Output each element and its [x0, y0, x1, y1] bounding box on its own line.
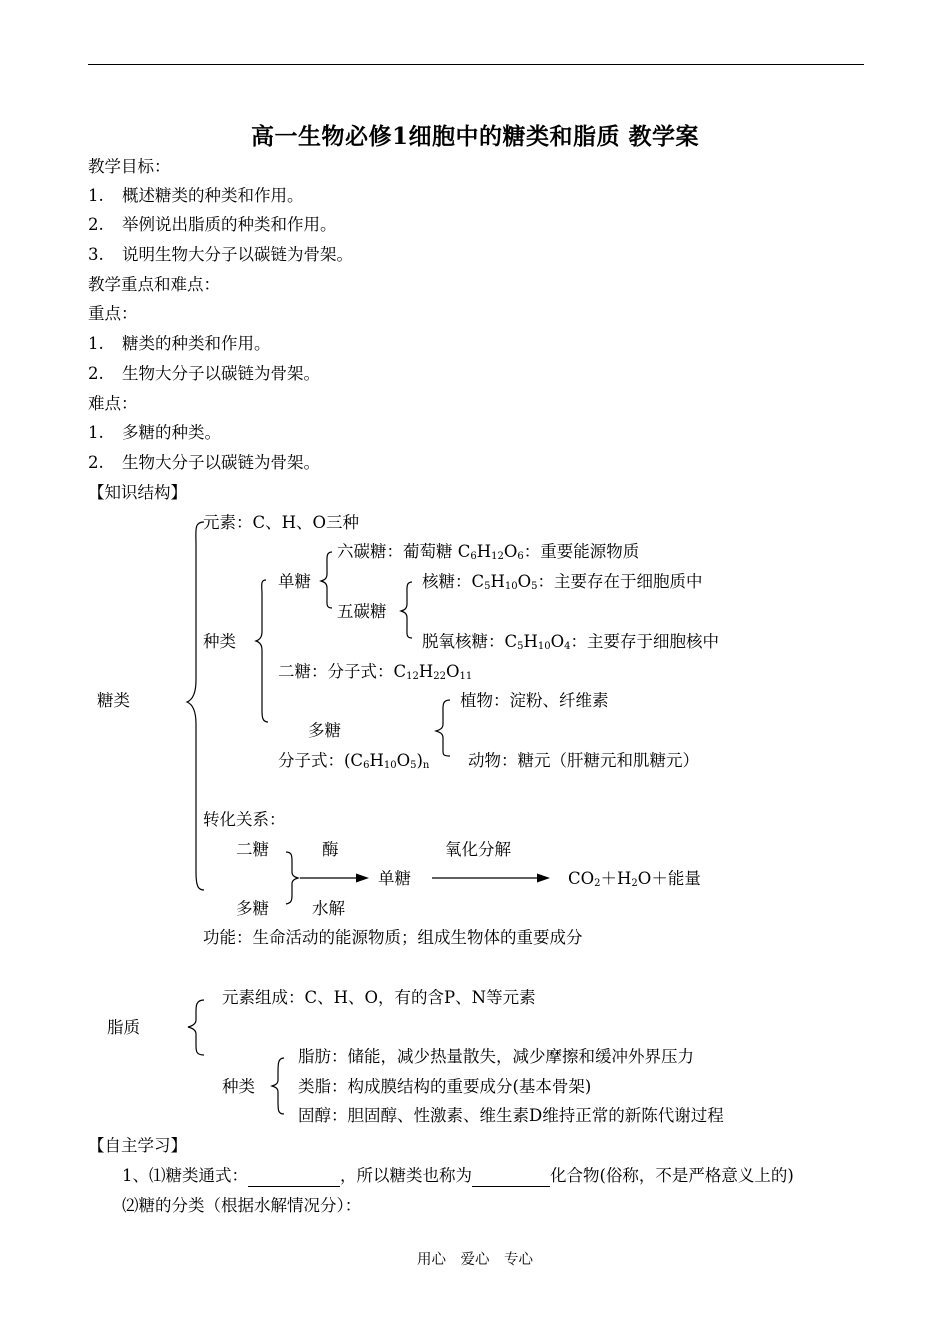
- keypoints-heading: 教学重点和难点：: [88, 275, 220, 294]
- lipid-types-label: 种类: [222, 1077, 255, 1096]
- page-footer: 用心 爱心 专心: [417, 1252, 533, 1268]
- lipid-phospholipid: 类脂：构成膜结构的重要成分(基本骨架): [298, 1077, 592, 1096]
- difficult-item: 1. 多糖的种类。: [88, 423, 221, 442]
- knowledge-heading: 【知识结构】: [88, 483, 187, 502]
- self-study-heading: 【自主学习】: [88, 1136, 187, 1155]
- self-study-q2: ⑵糖的分类（根据水解情况分）：: [122, 1196, 362, 1215]
- objective-item: 1. 概述糖类的种类和作用。: [88, 186, 304, 205]
- hexose-line: 六碳糖：葡萄糖 $C_6H_{12}O_6$：重要能源物质: [337, 542, 640, 562]
- plant-poly: 植物：淀粉、纤维素: [460, 691, 609, 710]
- focus-item: 1. 糖类的种类和作用。: [88, 334, 271, 353]
- objectives-heading: 教学目标：: [88, 157, 171, 176]
- difficult-heading: 难点：: [88, 394, 138, 413]
- lipid-sterol: 固醇：胆固醇、性激素、维生素D维持正常的新陈代谢过程: [298, 1106, 724, 1125]
- sugar-brace: [187, 522, 204, 890]
- page-title: 高一生物必修1细胞中的糖类和脂质 教学案: [250, 123, 699, 150]
- sugar-function: 功能：生命活动的能源物质；组成生物体的重要成分: [203, 928, 583, 947]
- types-label: 种类: [203, 632, 236, 651]
- sugar-root: 糖类: [97, 691, 130, 710]
- conversion-mono: 单糖: [378, 869, 411, 888]
- answer-blank[interactable]: [472, 1166, 550, 1187]
- arrow-head: [356, 874, 369, 883]
- mono-brace: [321, 552, 332, 608]
- pentose-label: 五碳糖: [337, 602, 387, 621]
- poly-formula: 分子式：$(C_6H_{10}O_5)_n$: [278, 751, 430, 771]
- pentose-brace: [401, 582, 412, 638]
- poly-brace: [436, 700, 450, 756]
- objective-item: 3. 说明生物大分子以碳链为骨架。: [88, 245, 353, 264]
- objective-item: 2. 举例说出脂质的种类和作用。: [88, 215, 337, 234]
- conversion-label: 转化关系：: [203, 810, 286, 829]
- lipid-root: 脂质: [107, 1018, 140, 1037]
- focus-heading: 重点：: [88, 304, 138, 323]
- conversion-poly: 多糖: [236, 899, 269, 918]
- conversion-enzyme: 酶: [322, 840, 339, 859]
- conversion-di: 二糖: [236, 840, 269, 859]
- poly-label: 多糖: [308, 721, 341, 740]
- answer-blank[interactable]: [248, 1166, 340, 1187]
- types-brace: [256, 580, 268, 722]
- ribose-line: 核糖：$C_5H_{10}O_5$：主要存在于细胞质中: [422, 572, 703, 592]
- disaccharide-line: 二糖：分子式：$C_{12}H_{22}O_{11}$: [278, 662, 473, 682]
- difficult-item: 2. 生物大分子以碳链为骨架。: [88, 453, 320, 472]
- conversion-brace: [286, 852, 298, 904]
- arrow-head: [537, 874, 550, 883]
- lipid-elements: 元素组成：C、H、O，有的含P、N等元素: [222, 988, 536, 1007]
- conversion-oxidation: 氧化分解: [445, 840, 511, 859]
- self-study-q1: 1、⑴糖类通式： ，所以糖类也称为 化合物(俗称，不是严格意义上的): [122, 1166, 794, 1185]
- lipid-brace: [188, 1000, 204, 1055]
- mono-label: 单糖: [278, 572, 311, 591]
- focus-item: 2. 生物大分子以碳链为骨架。: [88, 364, 320, 383]
- deoxyribose-line: 脱氧核糖：$C_5H_{10}O_4$：主要存于细胞核中: [422, 632, 720, 652]
- lipid-types-brace: [272, 1058, 284, 1114]
- lipid-fat: 脂肪：储能，减少热量散失，减少摩擦和缓冲外界压力: [298, 1047, 694, 1066]
- conversion-hydrolysis: 水解: [312, 899, 345, 918]
- animal-poly: 动物：糖元（肝糖元和肌糖元）: [468, 751, 699, 770]
- sugar-elements: 元素：C、H、O三种: [203, 513, 360, 532]
- conversion-product: $CO_2+H_2O+$能量: [568, 869, 701, 889]
